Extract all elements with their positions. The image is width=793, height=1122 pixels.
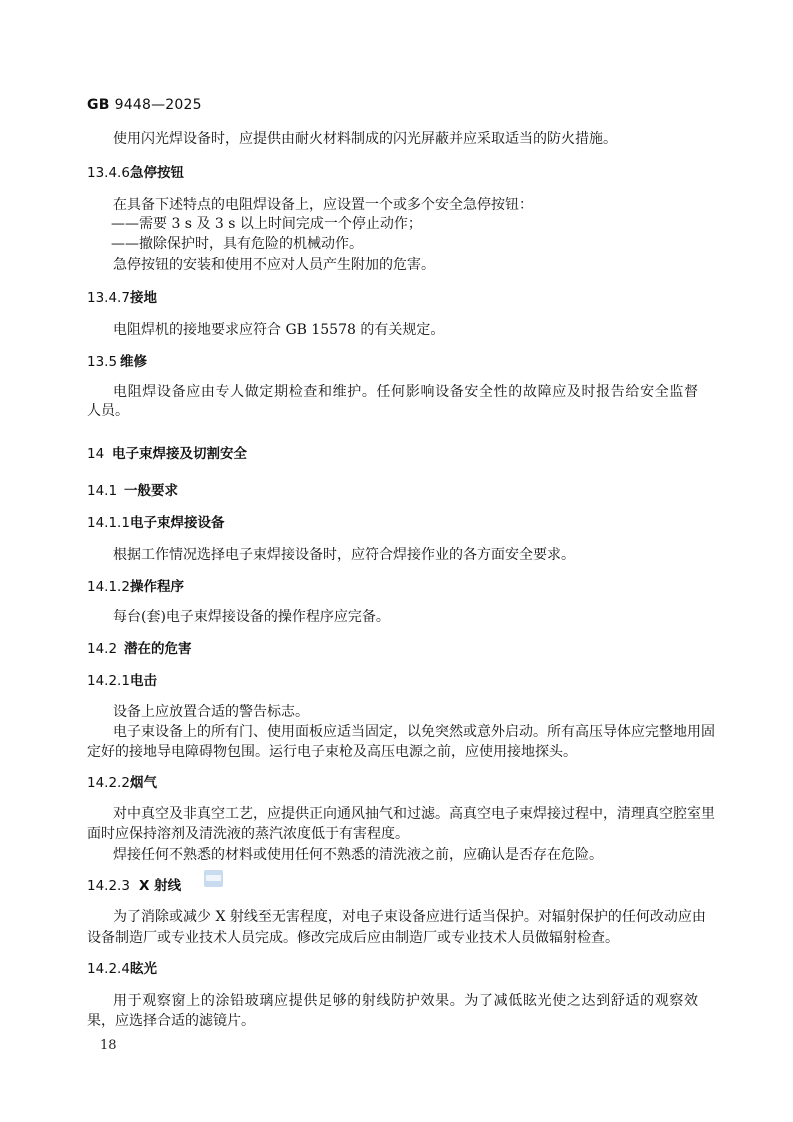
heading-number: 13.4.6 [87, 165, 130, 181]
heading-title: 维修 [120, 354, 147, 370]
paragraph-glare-line1: 用于观察窗上的涂铅玻璃应提供足够的射线防护效果。为了减低眩光使之达到舒适的观察效 [113, 993, 698, 1009]
heading-number: 14.1 [87, 483, 118, 499]
heading-title: 潜在的危害 [124, 641, 192, 657]
paragraph-maintenance-line2: 人员。 [87, 403, 129, 419]
heading-13-4-7 [87, 289, 157, 307]
heading-title: 一般要求 [124, 483, 178, 499]
paragraph-emergency-stop-intro: 在具备下述特点的电阻焊设备上，应设置一个或多个安全急停按钮： [113, 197, 533, 213]
heading-title: 眩光 [129, 961, 157, 977]
heading-title: 电子束焊接设备 [129, 515, 225, 531]
paragraph-xray-line2: 设备制造厂或专业技术人员完成。修改完成后应由制造厂或专业技术人员做辐射检查。 [87, 930, 619, 946]
paragraph-equipment-selection: 根据工作情况选择电子束焊接设备时，应符合焊接作业的各方面安全要求。 [113, 547, 575, 563]
heading-title: 电子束焊接及切割安全 [112, 446, 247, 462]
paragraph-glare-line2: 果，应选择合适的滤镜片。 [87, 1013, 255, 1029]
heading-number: 14.1.1 [87, 515, 130, 531]
list-item-hazard-motion: ——撤除保护时，具有危险的机械动作。 [111, 236, 363, 252]
heading-13-4-6 [87, 164, 184, 182]
heading-14-1 [87, 482, 178, 500]
heading-14-2 [87, 640, 192, 658]
standard-prefix: GB [87, 97, 110, 113]
paragraph-fumes-line1: 对中真空及非真空工艺，应提供正向通风抽气和过滤。高真空电子束焊接过程中，清理真空腔室里 [113, 806, 715, 822]
paragraph-emergency-stop-install: 急停按钮的安装和使用不应对人员产生附加的危害。 [113, 257, 435, 273]
list-item-stop-time: ——需要 3 s 及 3 s 以上时间完成一个停止动作； [111, 216, 422, 232]
heading-number: 14.2 [87, 641, 118, 657]
heading-title: 烟气 [129, 775, 157, 791]
paragraph-operating-procedure: 每台(套)电子束焊接设备的操作程序应完备。 [113, 609, 390, 625]
watermark-logo-icon [204, 870, 223, 887]
heading-number: 14.2.4 [87, 961, 130, 977]
paragraph-electric-shock-line2: 定好的接地导电障碍物包围。运行电子束枪及高压电源之前，应使用接地探头。 [87, 744, 577, 760]
heading-number: 14.2.2 [87, 775, 130, 791]
heading-13-5 [87, 353, 147, 371]
heading-14-1-2 [87, 578, 184, 596]
paragraph-flash-welding: 使用闪光焊设备时，应提供由耐火材料制成的闪光屏蔽并应采取适当的防火措施。 [113, 131, 617, 147]
heading-number: 13.4.7 [87, 290, 130, 306]
heading-14 [87, 445, 247, 463]
heading-number: 14.2.3 [87, 878, 130, 894]
heading-14-2-3 [87, 877, 181, 895]
heading-number: 13.5 [87, 354, 118, 370]
heading-title: 接地 [129, 290, 157, 306]
heading-title: 急停按钮 [129, 165, 184, 181]
heading-14-1-1 [87, 514, 224, 532]
heading-number: 14 [87, 446, 105, 462]
heading-number: 14.1.2 [87, 579, 130, 595]
heading-title: 电击 [129, 673, 157, 689]
heading-14-2-1 [87, 672, 157, 690]
paragraph-electric-shock-line1: 电子束设备上的所有门、使用面板应适当固定，以免突然或意外启动。所有高压导体应完整地用固 [113, 724, 715, 740]
paragraph-warning-sign: 设备上应放置合适的警告标志。 [113, 704, 309, 720]
standard-number: 9448—2025 [114, 97, 202, 113]
page-number: 18 [100, 1038, 117, 1053]
heading-number: 14.2.1 [87, 673, 130, 689]
paragraph-maintenance-line1: 电阻焊设备应由专人做定期检查和维护。任何影响设备安全性的故障应及时报告给安全监督 [113, 384, 698, 400]
paragraph-xray-line1: 为了消除或减少 X 射线至无害程度，对电子束设备应进行适当保护。对辐射保护的任何改动应由 [113, 909, 706, 925]
document-code [87, 97, 202, 113]
paragraph-fumes-line2: 面时应保持溶剂及清洗液的蒸汽浓度低于有害程度。 [87, 826, 409, 842]
heading-14-2-4 [87, 960, 157, 978]
heading-title: 操作程序 [129, 579, 184, 595]
paragraph-grounding: 电阻焊机的接地要求应符合 GB 15578 的有关规定。 [113, 322, 445, 338]
heading-title: X 射线 [139, 878, 182, 894]
paragraph-fumes-unknown: 焊接任何不熟悉的材料或使用任何不熟悉的清洗液之前，应确认是否存在危险。 [113, 847, 603, 863]
heading-14-2-2 [87, 774, 157, 792]
